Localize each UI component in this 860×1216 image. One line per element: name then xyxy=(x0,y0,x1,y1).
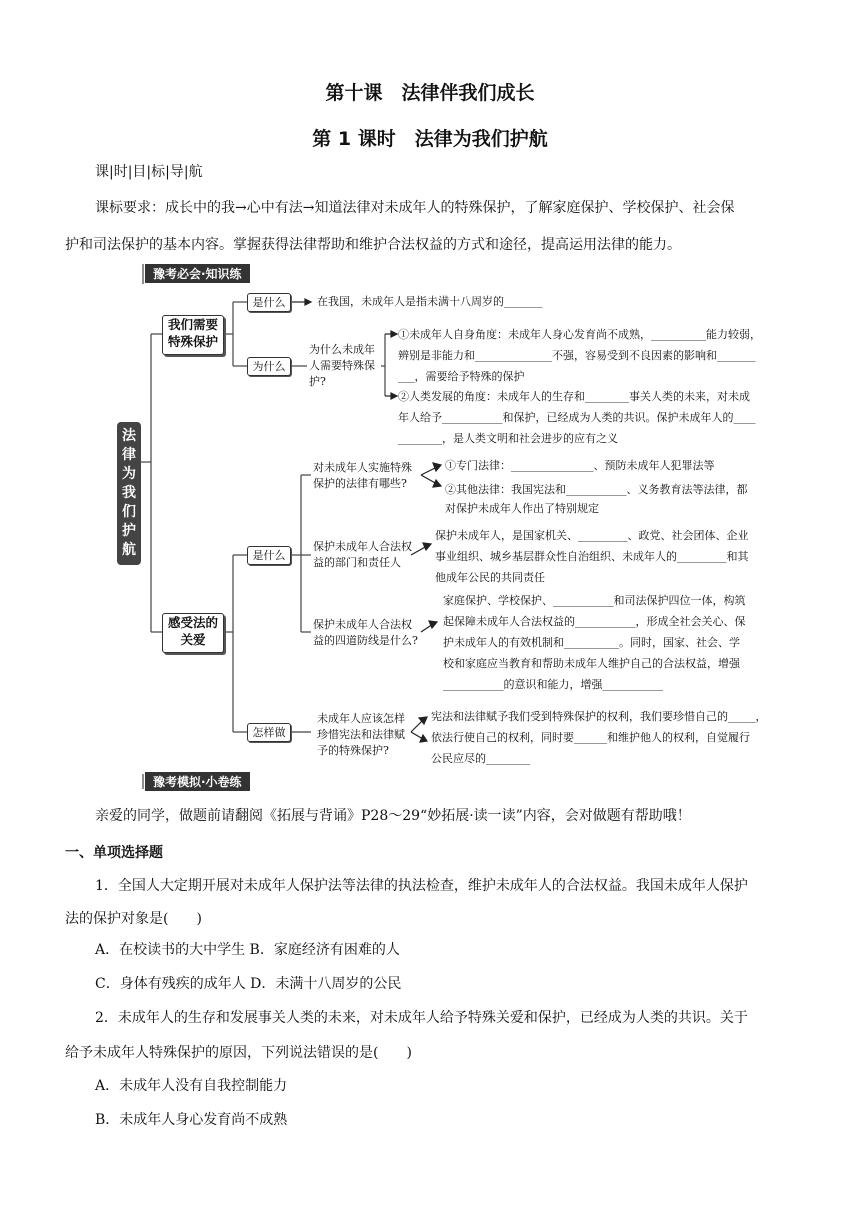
b2-q2-a-l2: 事业组织、城乡基层群众性自治组织、未成年人的_________和其 xyxy=(435,550,749,563)
section-heading: 一、单项选择题 xyxy=(65,845,163,861)
q1-options-cd: C．身体有残疾的成年人 D．未满十八周岁的公民 xyxy=(95,976,402,992)
b1-why-a1-l2: 辨别是非能力和______________不强，容易受到不良因素的影响和_______ xyxy=(398,349,756,362)
b2-q3-a-l2: 起保障未成年人合法权益的___________，形成全社会关心、保 xyxy=(443,615,746,628)
b2-q3-a-l4: 校和家庭应当教育和帮助未成年人维护自己的合法权益，增强 xyxy=(443,657,740,670)
b2-q4-a-l3: 公民应尽的________ xyxy=(431,752,530,765)
root-node: 法律为我们护航 xyxy=(117,422,141,565)
b1-what-text: 在我国，未成年人是指未满十八周岁的_______ xyxy=(317,295,543,308)
q1-line-1: 1．全国人大定期开展对未成年人保护法等法律的执法检查，维护未成年人的合法权益。我国未成年人保护 xyxy=(95,878,748,894)
requirement-line-2: 护和司法保护的基本内容。掌握获得法律帮助和维护合法权益的方式和途径，提高运用法律的能力。 xyxy=(65,237,681,253)
node-b1-why: 为什么 xyxy=(247,357,291,376)
b1-why-question: 为什么未成年人需要特殊保护? xyxy=(309,343,375,388)
b2-q2-a-l1: 保护未成年人，是国家机关、_________、政党、社会团体、企业 xyxy=(435,529,749,542)
branch-law-care: 感受法的关爱 xyxy=(162,613,224,653)
node-b2-how: 怎样做 xyxy=(247,723,291,742)
b2-q4: 未成年人应该怎样珍惜宪法和法律赋予的特殊保护? xyxy=(317,712,405,757)
b1-why-a1-l3: ___，需要给予特殊的保护 xyxy=(398,370,525,383)
intro-text: 亲爱的同学，做题前请翻阅《拓展与背诵》P28～29“妙拓展·读一读”内容，会对做题有帮助哦！ xyxy=(95,808,691,824)
b2-q2: 保护未成年人合法权益的部门和责任人 xyxy=(313,540,412,569)
b2-q4-a-l2: 依法行使自己的权利，同时要______和维护他人的权利，自觉履行 xyxy=(431,731,750,744)
b1-why-a2-l1: ②人类发展的角度：未成年人的生存和________事关人类的未来，对未成 xyxy=(398,390,750,403)
b2-q1-a1: ①专门法律：_______________、预防未成年人犯罪法等 xyxy=(445,459,715,472)
banner-bottom: 豫考模拟·小卷练 xyxy=(145,772,250,791)
b2-q3: 保护未成年人合法权益的四道防线是什么? xyxy=(313,618,418,647)
mind-map xyxy=(115,262,775,792)
b2-q4-a-l1: 宪法和法律赋予我们受到特殊保护的权利，我们要珍惜自己的_____， xyxy=(431,710,767,723)
requirement-line-1: 课标要求：成长中的我→心中有法→知道法律对未成年人的特殊保护，了解家庭保护、学校保护、社会保 xyxy=(95,200,735,216)
b2-q1-a2-l2: 对保护未成年人作出了特别规定 xyxy=(445,502,599,515)
q2-line-2: 给予未成年人特殊保护的原因，下列说法错误的是( ) xyxy=(65,1045,412,1061)
b1-why-a2-l2: 年人给予___________和保护，已经成为人类的共识。保护未成年人的____ xyxy=(398,411,756,424)
q2-line-1: 2．未成年人的生存和发展事关人类的未来，对未成年人给予特殊关爱和保护，已经成为人类的共识。关于 xyxy=(95,1010,748,1026)
b2-q3-a-l1: 家庭保护、学校保护、___________和司法保护四位一体，构筑 xyxy=(443,594,746,607)
banner-top: 豫考必会·知识练 xyxy=(145,264,250,283)
b1-why-a2-l3: ________，是人类文明和社会进步的应有之义 xyxy=(398,432,618,445)
lesson-title: 第十课 法律伴我们成长 xyxy=(325,82,535,104)
nav-label: 课|时|目|标|导|航 xyxy=(95,164,203,180)
b2-q1-a2-l1: ②其他法律：我国宪法和___________、义务教育法等法律，都 xyxy=(445,483,748,496)
lesson-subtitle: 第 1 课时 法律为我们护航 xyxy=(312,128,548,150)
node-b2-what: 是什么 xyxy=(247,546,291,565)
q1-line-2: 法的保护对象是( ) xyxy=(65,911,202,927)
q2-option-b: B．未成年人身心发育尚不成熟 xyxy=(95,1112,288,1128)
node-b1-what: 是什么 xyxy=(247,293,291,312)
b2-q1: 对未成年人实施特殊保护的法律有哪些? xyxy=(313,461,412,490)
q1-options-ab: A．在校读书的大中学生 B．家庭经济有困难的人 xyxy=(95,942,400,958)
b2-q3-a-l3: 护未成年人的有效机制和__________。同时，国家、社会、学 xyxy=(443,636,740,649)
b1-why-a1-l1: ①未成年人自身角度：未成年人身心发育尚不成熟，__________能力较弱， xyxy=(398,328,761,341)
b2-q3-a-l5: ___________的意识和能力，增强___________ xyxy=(443,678,663,691)
branch-special-protection: 我们需要特殊保护 xyxy=(162,315,224,355)
q2-option-a: A．未成年人没有自我控制能力 xyxy=(95,1078,288,1094)
b2-q2-a-l3: 他成年公民的共同责任 xyxy=(435,571,545,584)
